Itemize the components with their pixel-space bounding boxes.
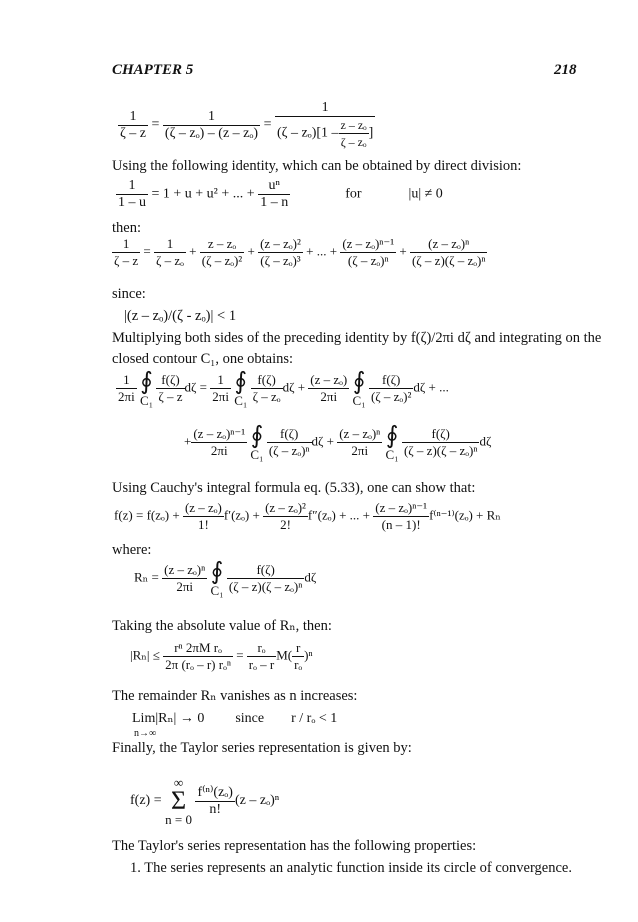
text-then: then: [112,220,141,236]
equation-taylor-series: f(z) = ∞ Σ n = 0 $\frac{\text{f⁽ⁿ⁾(zₒ)}}{n!}$ (z – zₒ)ⁿ [130,775,280,827]
equation-geometric-series: $\frac{1}{1 - u}$ = 1 + u + u² + ... + $\frac{\text{uⁿ}}{1 - n}$ for |u| ≠ 0 [118,178,443,210]
page-number: 218 [554,62,577,78]
equation-integral-line1: $\frac{1}{2\pi i}$ ∮ C₁ $\frac{f(\zeta)}{\zeta - z}$ dζ = $\frac{1}{2\pi i}$ ∮ C₁ $\frac{f(\zeta)}{\text{ζ – zₒ}}$ dζ + $\frac{\text{(z – zₒ)}}{2\pi i}$ ∮ C₁ $\frac{f(\zeta)}{\text{(ζ – zₒ)²}}$ dζ + ... [118,369,449,408]
text-remainder-vanishes: The remainder Rₙ vanishes as n increases: [112,688,358,704]
text-taylor-intro: Finally, the Taylor series representation is given by: [112,740,412,756]
chapter-title: CHAPTER 5 [112,62,194,78]
text-identity-intro: Using the following identity, which can be obtained by direct division: [112,158,522,174]
text-absolute-value: Taking the absolute value of Rₙ, then: [112,618,332,634]
equation-taylor-finite: f(z) = f(zₒ) + $\frac{\text{(z – zₒ)}}{1!}$ f′(zₒ) + $\frac{\text{(z – zₒ)²}}{2!}$ f″(zₒ) + ... + $\frac{\text{(z – zₒ)ⁿ⁻¹}}{(n - 1)!}$ f⁽ⁿ⁻¹⁾(zₒ) + Rₙ [114,500,501,532]
equation-remainder-bound: |Rₙ| ≤ $\frac{\text{rⁿ 2πM rₒ}}{\text{2π (rₒ – r) rₒⁿ}}$ = $\frac{\text{rₒ}}{\text{rₒ – r}}$ M( $\frac{r}{\text{rₒ}}$ )ⁿ [130,640,313,672]
text-closed-contour: closed contour C₁, one obtains: [112,351,294,367]
equation-expansion: $\frac{1}{\zeta - z}$ = $\frac{1}{\text{ζ – zₒ}}$ + $\frac{\text{z – zₒ}}{\text{(ζ – zₒ)²}}$ + $\frac{\text{(z – zₒ)²}}{\text{(ζ – zₒ)³}}$ + ... + $\frac{\text{(z – zₒ)ⁿ⁻¹}}{\text{(ζ – zₒ)ⁿ}}$ + $\frac{\text{(z – zₒ)ⁿ}}{\text{(ζ – z)(ζ – zₒ)ⁿ}}$ [114,236,486,268]
text-where: where: [112,542,152,558]
equation-limit: Lim|Rₙ| → 0 since r / rₒ < 1 [132,711,338,726]
limit-subscript: n→∞ [134,728,157,739]
text-properties: The Taylor's series representation has the following properties: [112,838,477,854]
equation-integral-line2: + $\frac{\text{(z – zₒ)ⁿ⁻¹}}{2\pi i}$ ∮ C₁ $\frac{f(\zeta)}{\text{(ζ – zₒ)ⁿ}}$ dζ + $\frac{\text{(z – zₒ)ⁿ}}{2\pi i}$ ∮ C₁ $\frac{f(\zeta)}{\text{(ζ – z)(ζ – zₒ)ⁿ}}$ dζ [184,423,492,462]
text-since: since: [112,286,146,302]
text-multiplying: Multiplying both sides of the preceding identity by f(ζ)/2πi dζ and integrating on the [112,330,602,346]
text-cauchy: Using Cauchy's integral formula eq. (5.33), one can show that: [112,480,476,496]
equation-partial-fraction: $\frac{1}{\zeta - z}$ = $\frac{1}{\text{(ζ – zₒ) – (z – zₒ)}}$ = 1 (ζ – zₒ)[1 – $\frac{\text{z – zₒ}}{\text{ζ – zₒ}}$ ] [120,100,374,149]
equation-remainder: Rₙ = $\frac{\text{(z – zₒ)ⁿ}}{2\pi i}$ ∮ C₁ $\frac{f(\zeta)}{\text{(ζ – z)(ζ – zₒ)ⁿ}}$ dζ [134,559,317,598]
text-convergence-condition: |(z – zₒ)/(ζ - zₒ)| < 1 [124,308,237,324]
text-property-1: 1. The series represents an analytic function inside its circle of convergence. [130,860,572,876]
